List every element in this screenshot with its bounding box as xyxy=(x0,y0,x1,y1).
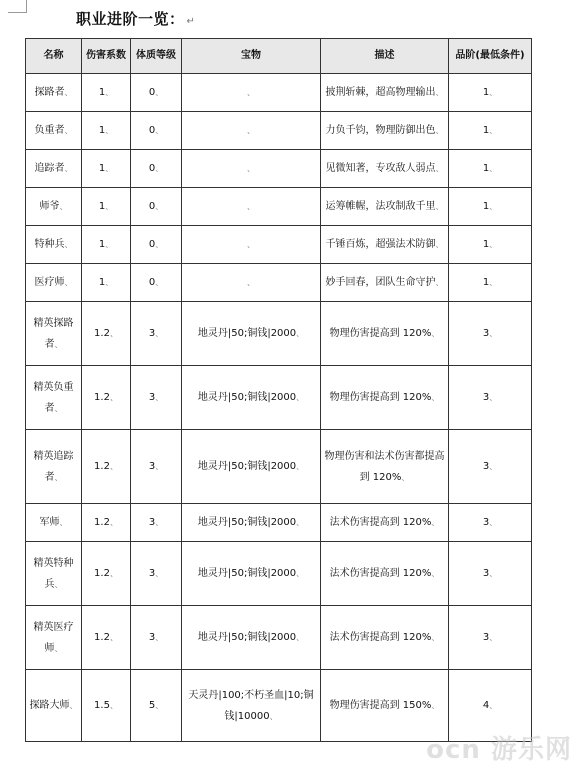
cell-name-text: 负重者 xyxy=(34,125,65,136)
cell-level xyxy=(131,366,182,430)
cell-desc xyxy=(321,150,449,188)
cell-name-text: 医疗师 xyxy=(34,277,65,288)
cell-name-text: 师爷 xyxy=(39,201,60,212)
cell-end-mark: 、 xyxy=(489,462,498,471)
cell-end-mark: 、 xyxy=(401,472,410,482)
cell-level xyxy=(131,504,182,542)
cell-desc-text: 物理伤害提高到 120% xyxy=(329,328,432,339)
cell-end-mark: 、 xyxy=(247,278,255,287)
header-damage: 伤害系数 xyxy=(82,39,131,74)
cell-end-mark: 、 xyxy=(59,518,68,527)
cell-treasure xyxy=(182,670,321,742)
cell-end-mark: 、 xyxy=(435,88,444,97)
cell-end-mark: 、 xyxy=(431,701,440,710)
header-name: 名称 xyxy=(26,39,82,74)
table-body xyxy=(26,74,532,742)
cell-grade-text: 1 xyxy=(482,87,490,98)
cell-level xyxy=(131,226,182,264)
cell-level xyxy=(131,302,182,366)
cell-name-text: 探路大师 xyxy=(29,700,70,711)
cell-name-text: 探路者 xyxy=(34,87,65,98)
cell-end-mark: 、 xyxy=(155,164,164,173)
cell-grade xyxy=(449,188,532,226)
cell-damage xyxy=(82,264,131,302)
cell-name xyxy=(26,112,82,150)
cell-level-text: 3 xyxy=(148,568,156,579)
cell-end-mark: 、 xyxy=(296,329,305,338)
cell-level xyxy=(131,74,182,112)
cell-desc-text: 妙手回春，团队生命守护 xyxy=(325,277,436,288)
cell-treasure xyxy=(182,606,321,670)
cell-end-mark: 、 xyxy=(155,240,164,249)
cell-end-mark: 、 xyxy=(489,393,498,402)
cell-level-text: 3 xyxy=(148,517,156,528)
cell-grade xyxy=(449,74,532,112)
cell-treasure xyxy=(182,504,321,542)
cell-grade xyxy=(449,542,532,606)
cell-grade-text: 4 xyxy=(482,700,490,711)
cell-end-mark: 、 xyxy=(247,126,255,135)
cell-damage-text: 1.2 xyxy=(94,461,110,472)
cell-level xyxy=(131,112,182,150)
cell-level-text: 3 xyxy=(148,328,156,339)
cell-grade-text: 3 xyxy=(482,461,490,472)
cell-name xyxy=(26,366,82,430)
cell-desc xyxy=(321,74,449,112)
cell-level xyxy=(131,264,182,302)
cell-end-mark: 、 xyxy=(489,518,498,527)
cell-end-mark: 、 xyxy=(435,202,444,211)
cell-damage xyxy=(82,670,131,742)
cell-grade-text: 3 xyxy=(482,392,490,403)
table-row xyxy=(26,302,532,366)
cell-end-mark: 、 xyxy=(64,278,73,287)
cell-desc xyxy=(321,430,449,504)
cell-end-mark: 、 xyxy=(109,393,118,402)
cell-treasure xyxy=(182,264,321,302)
cell-level xyxy=(131,188,182,226)
cell-treasure-text: 地灵丹|50;铜钱|2000 xyxy=(197,461,297,472)
cell-end-mark: 、 xyxy=(155,393,164,402)
cell-level-text: 3 xyxy=(148,392,156,403)
cell-grade xyxy=(449,302,532,366)
page-title xyxy=(76,8,195,29)
cell-damage-text: 1 xyxy=(98,201,106,212)
cell-end-mark: 、 xyxy=(247,164,255,173)
cell-name xyxy=(26,430,82,504)
cell-treasure-text: 地灵丹|50;铜钱|2000 xyxy=(197,568,297,579)
cell-level xyxy=(131,606,182,670)
cell-damage xyxy=(82,112,131,150)
cell-end-mark: 、 xyxy=(109,569,118,578)
cell-desc-text: 法术伤害提高到 120% xyxy=(329,568,432,579)
cell-level-text: 3 xyxy=(148,632,156,643)
cell-desc xyxy=(321,504,449,542)
cell-end-mark: 、 xyxy=(155,701,164,710)
cell-end-mark: 、 xyxy=(489,278,498,287)
cell-level xyxy=(131,542,182,606)
cell-end-mark: 、 xyxy=(155,278,164,287)
cell-name xyxy=(26,670,82,742)
cell-grade xyxy=(449,430,532,504)
cell-treasure xyxy=(182,226,321,264)
cell-treasure xyxy=(182,74,321,112)
return-mark: ↵ xyxy=(186,16,196,27)
cell-damage-text: 1 xyxy=(98,87,106,98)
cell-damage-text: 1.2 xyxy=(94,392,110,403)
cell-end-mark: 、 xyxy=(296,462,305,471)
cell-desc-text: 见微知著，专攻敌人弱点 xyxy=(325,163,436,174)
cell-end-mark: 、 xyxy=(155,633,164,642)
cell-end-mark: 、 xyxy=(296,393,305,402)
cell-grade xyxy=(449,504,532,542)
title-text: 职业进阶一览： xyxy=(76,10,185,28)
cell-treasure-text: 天灵丹|100;不朽圣血|10;铜钱|10000 xyxy=(188,689,314,722)
cell-name xyxy=(26,226,82,264)
cell-desc xyxy=(321,606,449,670)
cell-desc xyxy=(321,302,449,366)
cell-treasure-text: 地灵丹|50;铜钱|2000 xyxy=(197,328,297,339)
cell-end-mark: 、 xyxy=(109,518,118,527)
cell-end-mark: 、 xyxy=(247,240,255,249)
cell-damage-text: 1.2 xyxy=(94,632,110,643)
cell-name xyxy=(26,542,82,606)
cell-name xyxy=(26,606,82,670)
cell-damage-text: 1 xyxy=(98,239,106,250)
cell-treasure xyxy=(182,302,321,366)
cell-damage xyxy=(82,302,131,366)
cell-grade-text: 1 xyxy=(482,239,490,250)
cell-treasure xyxy=(182,188,321,226)
cell-end-mark: 、 xyxy=(54,472,63,482)
cell-end-mark: 、 xyxy=(54,403,63,413)
cell-end-mark: 、 xyxy=(435,126,444,135)
cell-end-mark: 、 xyxy=(155,88,164,97)
cell-damage-text: 1.2 xyxy=(94,517,110,528)
cell-damage xyxy=(82,366,131,430)
cell-grade xyxy=(449,264,532,302)
cell-desc xyxy=(321,264,449,302)
cell-grade-text: 3 xyxy=(482,517,490,528)
cell-end-mark: 、 xyxy=(489,240,498,249)
table-row xyxy=(26,264,532,302)
cell-treasure-text: 地灵丹|50;铜钱|2000 xyxy=(197,517,297,528)
cell-damage xyxy=(82,74,131,112)
cell-damage xyxy=(82,188,131,226)
cell-desc-text: 力负千钧，物理防御出色 xyxy=(325,125,436,136)
cell-desc xyxy=(321,226,449,264)
cell-damage-text: 1.5 xyxy=(94,700,110,711)
cell-treasure xyxy=(182,112,321,150)
table-row xyxy=(26,606,532,670)
cell-end-mark: 、 xyxy=(109,701,118,710)
cell-end-mark: 、 xyxy=(431,393,440,402)
table-row xyxy=(26,74,532,112)
cell-end-mark: 、 xyxy=(64,126,73,135)
cell-desc-text: 物理伤害提高到 150% xyxy=(329,700,432,711)
cell-end-mark: 、 xyxy=(105,278,114,287)
cell-level-text: 0 xyxy=(148,201,156,212)
header-grade: 品阶(最低条件) xyxy=(449,39,532,74)
cell-damage xyxy=(82,504,131,542)
cell-end-mark: 、 xyxy=(435,278,444,287)
cell-level-text: 5 xyxy=(148,700,156,711)
cell-desc xyxy=(321,366,449,430)
cell-end-mark: 、 xyxy=(155,202,164,211)
cell-end-mark: 、 xyxy=(489,88,498,97)
cell-grade-text: 1 xyxy=(482,277,490,288)
cell-end-mark: 、 xyxy=(155,462,164,471)
cell-name xyxy=(26,150,82,188)
cell-grade-text: 1 xyxy=(482,163,490,174)
cell-level-text: 0 xyxy=(148,239,156,250)
watermark-logo: ocn 游乐网 xyxy=(426,735,572,765)
cell-end-mark: 、 xyxy=(105,240,114,249)
cell-desc-text: 披荆斩棘，超高物理输出 xyxy=(325,87,436,98)
cell-grade-text: 3 xyxy=(482,328,490,339)
cell-end-mark: 、 xyxy=(54,579,63,589)
cell-name xyxy=(26,264,82,302)
class-advancement-table xyxy=(25,38,532,742)
cell-end-mark: 、 xyxy=(296,518,305,527)
cell-name-text: 精英探路者 xyxy=(33,317,74,350)
cell-name-text: 精英追踪者 xyxy=(33,450,74,483)
cell-end-mark: 、 xyxy=(69,701,78,710)
cell-level xyxy=(131,670,182,742)
cell-name xyxy=(26,74,82,112)
cell-name xyxy=(26,302,82,366)
cell-end-mark: 、 xyxy=(489,202,498,211)
table-row xyxy=(26,542,532,606)
cell-name-text: 军师 xyxy=(39,517,60,528)
cell-name xyxy=(26,504,82,542)
cell-damage-text: 1.2 xyxy=(94,568,110,579)
table-row xyxy=(26,430,532,504)
cell-name-text: 精英负重者 xyxy=(33,381,74,414)
cell-end-mark: 、 xyxy=(155,518,164,527)
cell-damage xyxy=(82,150,131,188)
cell-end-mark: 、 xyxy=(489,164,498,173)
cell-level-text: 0 xyxy=(148,125,156,136)
cell-level xyxy=(131,150,182,188)
table-row xyxy=(26,150,532,188)
cell-grade-text: 3 xyxy=(482,632,490,643)
cell-level xyxy=(131,430,182,504)
cell-desc-text: 物理伤害提高到 120% xyxy=(329,392,432,403)
cell-treasure xyxy=(182,430,321,504)
cell-end-mark: 、 xyxy=(431,329,440,338)
cell-name-text: 追踪者 xyxy=(34,163,65,174)
cell-desc-text: 千锤百炼，超强法术防御 xyxy=(325,239,436,250)
cell-level-text: 0 xyxy=(148,277,156,288)
cell-end-mark: 、 xyxy=(435,240,444,249)
table-row xyxy=(26,504,532,542)
cell-end-mark: 、 xyxy=(489,126,498,135)
cell-treasure xyxy=(182,542,321,606)
cell-name-text: 精英医疗师 xyxy=(33,621,74,654)
table-row xyxy=(26,188,532,226)
cell-name-text: 特种兵 xyxy=(34,239,65,250)
cell-end-mark: 、 xyxy=(247,202,255,211)
cell-end-mark: 、 xyxy=(296,633,305,642)
cell-end-mark: 、 xyxy=(54,339,63,349)
cell-end-mark: 、 xyxy=(105,164,114,173)
cell-grade-text: 1 xyxy=(482,125,490,136)
cell-desc xyxy=(321,112,449,150)
table-row xyxy=(26,366,532,430)
cell-grade xyxy=(449,606,532,670)
cell-end-mark: 、 xyxy=(109,329,118,338)
cell-treasure xyxy=(182,366,321,430)
cell-end-mark: 、 xyxy=(489,329,498,338)
cell-desc-text: 法术伤害提高到 120% xyxy=(329,632,432,643)
cell-desc-text: 运筹帷幄，法攻制敌千里 xyxy=(325,201,436,212)
cell-desc-text: 法术伤害提高到 120% xyxy=(329,517,432,528)
cell-end-mark: 、 xyxy=(489,701,498,710)
cell-damage xyxy=(82,430,131,504)
cell-grade xyxy=(449,226,532,264)
header-desc: 描述 xyxy=(321,39,449,74)
cell-damage-text: 1.2 xyxy=(94,328,110,339)
cell-damage-text: 1 xyxy=(98,125,106,136)
cell-end-mark: 、 xyxy=(155,569,164,578)
cell-end-mark: 、 xyxy=(431,569,440,578)
cell-end-mark: 、 xyxy=(431,518,440,527)
cell-damage xyxy=(82,606,131,670)
cell-end-mark: 、 xyxy=(435,164,444,173)
cell-damage xyxy=(82,542,131,606)
cell-end-mark: 、 xyxy=(109,633,118,642)
cell-end-mark: 、 xyxy=(489,633,498,642)
cell-grade-text: 3 xyxy=(482,568,490,579)
cell-end-mark: 、 xyxy=(105,88,114,97)
header-treasure: 宝物 xyxy=(182,39,321,74)
cell-grade xyxy=(449,150,532,188)
cell-name-text: 精英特种兵 xyxy=(33,557,74,590)
cell-treasure xyxy=(182,150,321,188)
cell-desc-text: 物理伤害和法术伤害都提高到 120% xyxy=(324,450,445,483)
cell-damage-text: 1 xyxy=(98,277,106,288)
cell-level-text: 0 xyxy=(148,87,156,98)
cell-end-mark: 、 xyxy=(489,569,498,578)
cell-level-text: 3 xyxy=(148,461,156,472)
table-row xyxy=(26,226,532,264)
cell-end-mark: 、 xyxy=(105,202,114,211)
cell-end-mark: 、 xyxy=(59,202,68,211)
header-level: 体质等级 xyxy=(131,39,182,74)
table-header-row xyxy=(26,39,532,74)
cell-end-mark: 、 xyxy=(54,643,63,653)
cell-end-mark: 、 xyxy=(64,88,73,97)
cell-end-mark: 、 xyxy=(64,240,73,249)
cell-name xyxy=(26,188,82,226)
cell-damage-text: 1 xyxy=(98,163,106,174)
cell-end-mark: 、 xyxy=(109,462,118,471)
cell-end-mark: 、 xyxy=(431,633,440,642)
cell-damage xyxy=(82,226,131,264)
page-corner-mark xyxy=(8,0,27,13)
cell-end-mark: 、 xyxy=(64,164,73,173)
cell-treasure-text: 地灵丹|50;铜钱|2000 xyxy=(197,632,297,643)
cell-end-mark: 、 xyxy=(296,569,305,578)
cell-end-mark: 、 xyxy=(155,329,164,338)
cell-desc xyxy=(321,542,449,606)
cell-desc xyxy=(321,188,449,226)
cell-grade xyxy=(449,366,532,430)
cell-treasure-text: 地灵丹|50;铜钱|2000 xyxy=(197,392,297,403)
table-row xyxy=(26,112,532,150)
cell-level-text: 0 xyxy=(148,163,156,174)
cell-grade-text: 1 xyxy=(482,201,490,212)
cell-end-mark: 、 xyxy=(247,88,255,97)
cell-end-mark: 、 xyxy=(105,126,114,135)
cell-end-mark: 、 xyxy=(269,711,278,721)
cell-grade xyxy=(449,112,532,150)
cell-end-mark: 、 xyxy=(155,126,164,135)
